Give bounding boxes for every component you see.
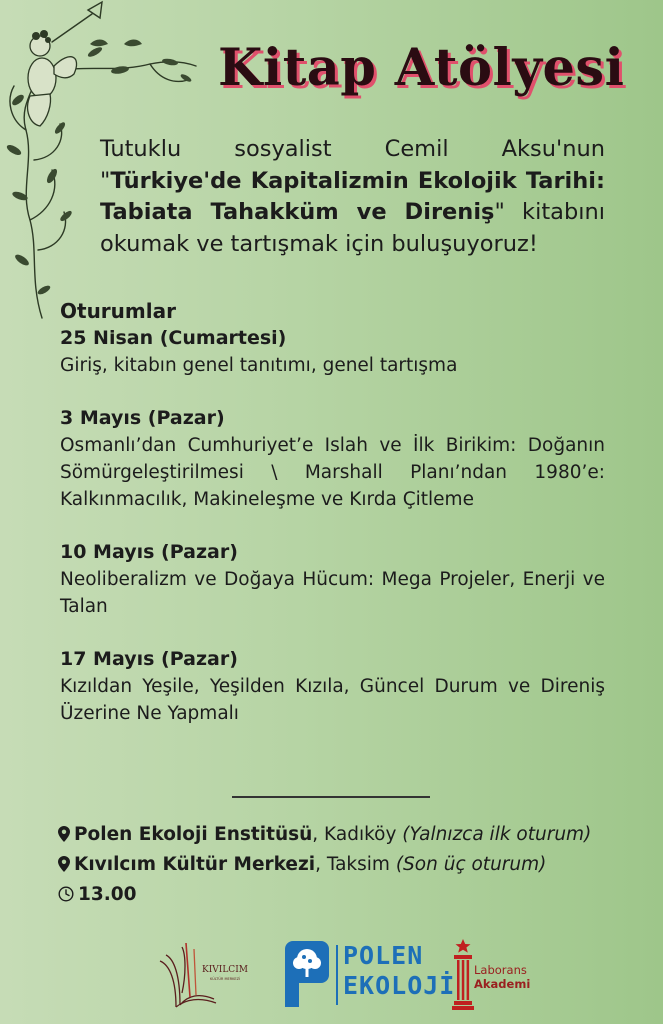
time-line [58, 882, 137, 908]
location-name: Kıvılcım Kültür Merkezi [74, 854, 316, 875]
sessions-section [60, 297, 605, 753]
session-date: 25 Nisan (Cumartesi) [60, 327, 287, 349]
session-description: Giriş, kitabın genel tanıtımı, genel tartışma [60, 355, 458, 376]
session-item [60, 325, 605, 379]
laborans-akademi-logo [452, 939, 562, 1011]
event-time: 13.00 [78, 884, 137, 905]
intro-lead: Tutuklu sosyalist Cemil Aksu'nun [100, 136, 605, 162]
location-pin-icon [58, 856, 70, 872]
location-name: Polen Ekoloji Enstitüsü [74, 824, 313, 845]
polen-line2: EKOLOJİ [343, 971, 456, 1000]
session-date: 3 Mayıs (Pazar) [60, 407, 225, 429]
section-divider [232, 796, 430, 798]
location-district: , Taksim [315, 854, 396, 875]
laborans-line1: Laborans [474, 963, 527, 977]
polen-line1: POLEN [343, 941, 424, 970]
quote-open: " [100, 167, 111, 194]
location-note: (Yalnızca ilk oturum) [402, 824, 592, 845]
laborans-wordmark [474, 963, 530, 991]
column-star-logo-icon [452, 939, 474, 1011]
location-note: (Son üç oturum) [395, 854, 547, 875]
session-item [60, 405, 605, 513]
quote-close: " [494, 199, 505, 225]
sponsor-logos [0, 935, 663, 1015]
session-description: Neoliberalizm ve Doğaya Hücum: Mega Projeler, Enerji ve Talan [60, 569, 605, 617]
kivilcim-logo [156, 935, 266, 1011]
clock-icon [58, 886, 74, 902]
tree-logo-icon [283, 939, 333, 1009]
location-district: , Kadıköy [312, 824, 403, 845]
sessions-heading: Oturumlar [60, 299, 176, 323]
kivilcim-name: KIVILCIM [202, 965, 248, 975]
polen-wordmark [343, 941, 455, 1001]
polen-ekoloji-logo [283, 939, 456, 1009]
location-line [58, 822, 591, 848]
book-title: Türkiye'de Kapitalizmin Ekolojik Tarihi: Tabiata Tahakküm ve Direniş [100, 167, 605, 225]
session-date: 10 Mayıs (Pazar) [60, 541, 238, 563]
kivilcim-subtitle: KÜLTÜR MERKEZİ [210, 977, 241, 981]
intro-tail: kitabını okumak ve tartışmak için buluşuyoruz! [100, 199, 605, 257]
page-title: Kitap Atölyesi [218, 38, 625, 98]
location-line [58, 852, 546, 878]
session-item [60, 539, 605, 620]
session-description: Osmanlı’dan Cumhuriyet’e Islah ve İlk Birikim: Doğanın Sömürgeleştirilmesi \ Marshall Planı’ndan 1980’e: Kalkınmacılık, Makineleşme ve Kırda Çitleme [60, 435, 605, 510]
intro-paragraph [100, 134, 605, 260]
session-item [60, 646, 605, 727]
location-pin-icon [58, 826, 70, 842]
session-date: 17 Mayıs (Pazar) [60, 648, 238, 670]
laborans-line2: Akademi [474, 977, 531, 991]
session-description: Kızıldan Yeşile, Yeşilden Kızıla, Güncel Durum ve Direniş Üzerine Ne Yapmalı [60, 676, 605, 724]
